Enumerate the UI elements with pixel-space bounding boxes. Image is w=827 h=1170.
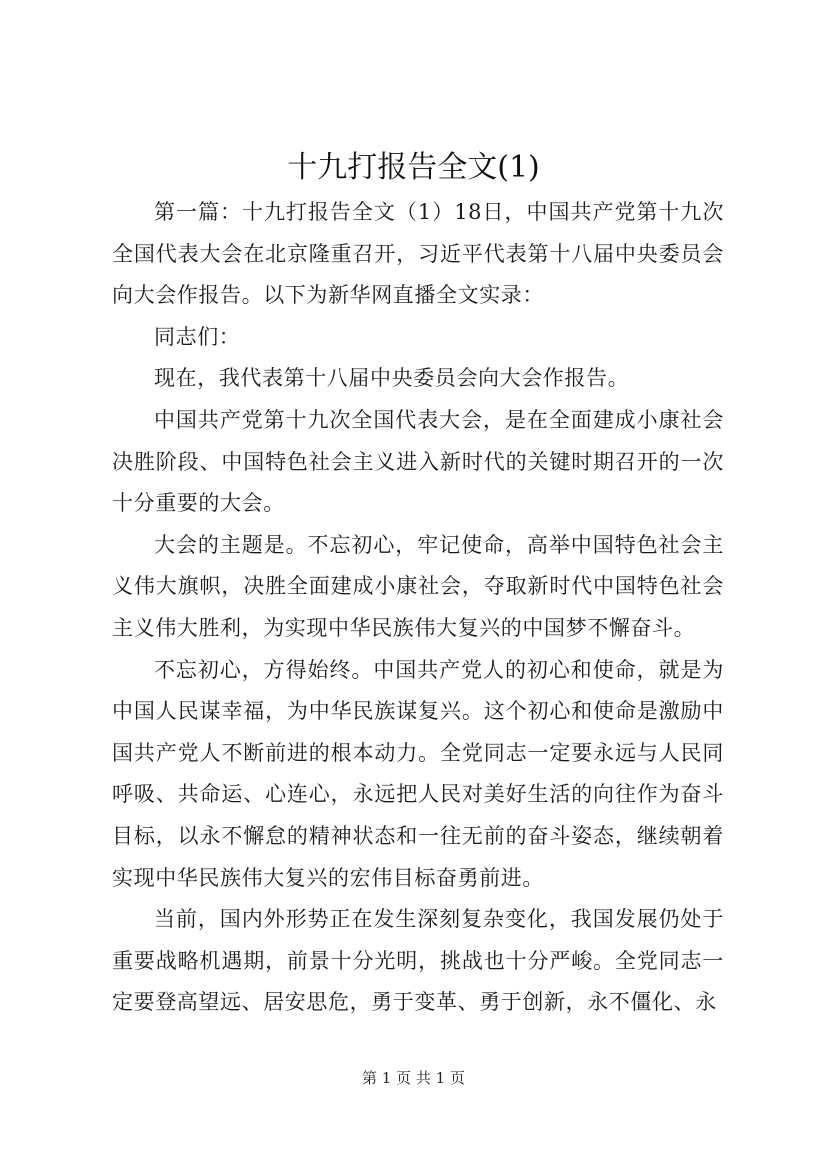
paragraph-theme: 大会的主题是。不忘初心，牢记使命，高举中国特色社会主义伟大旗帜，决胜全面建成小康社会，夺取新时代中国特色社会主义伟大胜利，为实现中华民族伟大复兴的中国梦不懈奋斗。 bbox=[112, 532, 724, 640]
paragraph-intro: 第一篇：十九打报告全文（1）18日，中国共产党第十九次全国代表大会在北京隆重召开，习近平代表第十八届中央委员会向大会作报告。以下为新华网直播全文实录： bbox=[112, 200, 724, 308]
paragraph-mission: 不忘初心，方得始终。中国共产党人的初心和使命，就是为中国人民谋幸福，为中华民族谋复兴。这个初心和使命是激励中国共产党人不断前进的根本动力。全党同志一定要永远与人民同呼吸、共命运、心连心，永远把人民对美好生活的向往作为奋斗目标，以永不懈怠的精神状态和一往无前的奋斗姿态，继续朝着实现中华民族伟大复兴的宏伟目标奋勇前进。 bbox=[112, 657, 724, 890]
page-footer: 第 1 页 共 1 页 bbox=[362, 1069, 465, 1087]
paragraph-salutation: 同志们： bbox=[154, 324, 241, 349]
document-title: 十九打报告全文(1) bbox=[287, 150, 540, 185]
paragraph-opening: 现在，我代表第十八届中央委员会向大会作报告。 bbox=[154, 366, 630, 391]
paragraph-situation: 当前，国内外形势正在发生深刻复杂变化，我国发展仍处于重要战略机遇期，前景十分光明，挑战也十分严峻。全党同志一定要登高望远、居安思危，勇于变革、勇于创新，永不僵化、永 bbox=[112, 907, 724, 1015]
document-body bbox=[112, 192, 724, 1024]
paragraph-congress: 中国共产党第十九次全国代表大会，是在全面建成小康社会决胜阶段、中国特色社会主义进入新时代的关键时期召开的一次十分重要的大会。 bbox=[112, 407, 724, 516]
